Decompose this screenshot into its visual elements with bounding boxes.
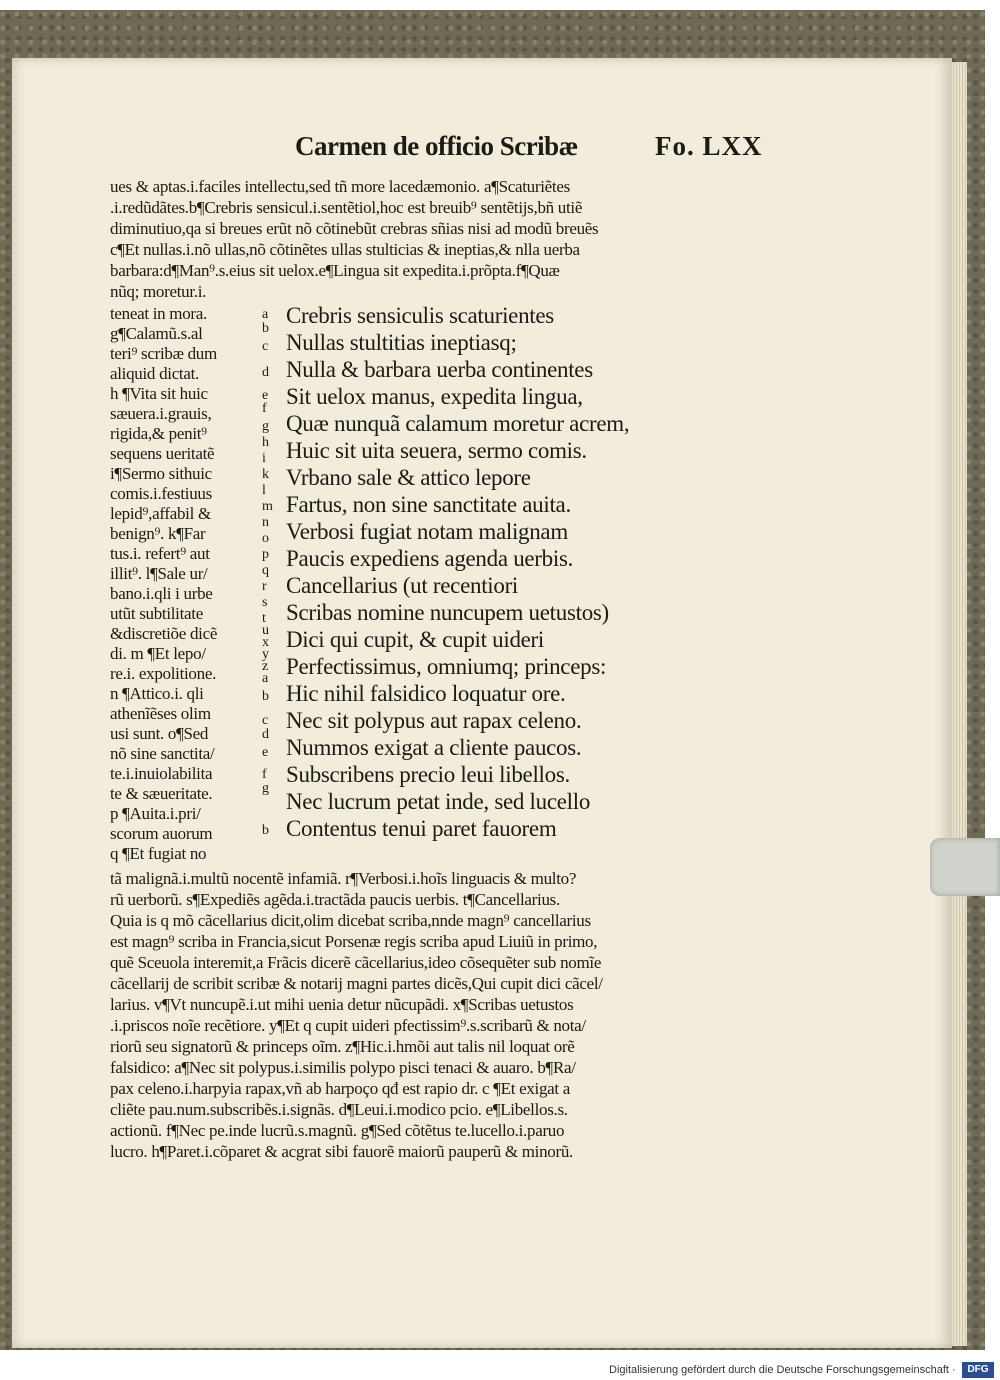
side-line: g¶Calamũ.s.al <box>110 324 203 343</box>
commentary-line: falsidico: a¶Nec sit polypus.i.similis polypo pisci tenaci & auaro. b¶Ra/ <box>110 1058 576 1077</box>
gloss-letter: l <box>262 483 266 498</box>
gloss-letter: u <box>262 623 269 638</box>
side-line: teneat in mora. <box>110 304 207 323</box>
verse-line: Perfectissimus, omniumq; princeps: <box>286 654 607 679</box>
gloss-letter: x <box>262 635 269 650</box>
verse-line: Subscribens precio leui libellos. <box>286 762 570 787</box>
verse-line: Quæ nunquã calamum moretur acrem, <box>286 411 630 436</box>
verse-line: Fartus, non sine sanctitate auita. <box>286 492 571 517</box>
side-line: sequens ueritatẽ <box>110 444 215 463</box>
side-line: illit⁹. l¶Sale ur/ <box>110 564 208 583</box>
gloss-letter: e <box>262 388 269 403</box>
verse-line: Paucis expediens agenda uerbis. <box>286 546 574 571</box>
gloss-letter: r <box>262 579 267 594</box>
gloss-letter: y <box>262 647 269 662</box>
verse-line: Sit uelox manus, expedita lingua, <box>286 384 583 409</box>
gloss-letter: z <box>262 659 269 674</box>
commentary-line: diminutiuo,qa si breues erũt nõ cõtinebũt crebras sñias nisi ad modũ breuẽs <box>110 219 599 238</box>
gloss-letter: g <box>262 781 269 796</box>
commentary-line: Quia is q mõ cãcellarius dicit,olim dicebat scriba,nnde magn⁹ cancellarius <box>110 911 591 930</box>
side-line: re.i. expolitione. <box>110 664 217 683</box>
side-line: n ¶Attico.i. qli <box>110 684 204 703</box>
verse-line: Crebris sensiculis scaturientes <box>286 303 554 328</box>
commentary-line: rũ uerborũ. s¶Expediẽs agẽda.i.tractãda paucis uerbis. t¶Cancellarius. <box>110 890 560 909</box>
gloss-letter: f <box>262 401 267 416</box>
side-line: te.i.inuiolabilita <box>110 764 213 783</box>
gloss-letter: h <box>262 435 269 450</box>
page-header <box>0 131 1000 171</box>
side-line: p ¶Auita.i.pri/ <box>110 804 201 823</box>
gloss-letter: t <box>262 611 266 626</box>
gloss-letter: n <box>262 515 269 530</box>
verse-line: Nullas stultitias ineptiasq; <box>286 330 517 355</box>
verse-line: Nulla & barbara uerba continentes <box>286 357 593 382</box>
gloss-letter: d <box>262 727 269 742</box>
commentary-line: c¶Et nullas.i.nõ ullas,nõ cõtinẽtes ullas stulticias & ineptias,& nlla uerba <box>110 240 580 259</box>
side-line: te & sæueritate. <box>110 784 213 803</box>
dfg-logo-icon: DFG <box>962 1362 994 1378</box>
digitization-credit: Digitalisierung gefördert durch die Deutsche Forschungsgemeinschaft · <box>609 1364 956 1376</box>
gloss-letter: p <box>262 547 269 562</box>
side-line: i¶Sermo sithuic <box>110 464 212 483</box>
verse-line: Nummos exigat a cliente paucos. <box>286 735 582 760</box>
gloss-letter: f <box>262 767 267 782</box>
gloss-letter: e <box>262 745 269 760</box>
commentary-line: cliẽte pau.num.subscribẽs.i.signãs. d¶Leui.i.modico pcio. e¶Libellos.s. <box>110 1100 568 1119</box>
side-line: bano.i.qli i urbe <box>110 584 213 603</box>
commentary-line: tã malignã.i.multũ nocentẽ infamiã. r¶Verbosi.i.hoĩs linguacis & multo? <box>110 869 577 888</box>
verse-line: Cancellarius (ut recentiori <box>286 573 519 598</box>
verse-line: Vrbano sale & attico lepore <box>286 465 531 490</box>
side-line: nõ sine sanctita/ <box>110 744 215 763</box>
folio-number: Fo. LXX <box>655 131 763 161</box>
gloss-letter: c <box>262 713 269 728</box>
commentary-line: riorũ seu signatorũ & princeps oĩm. z¶Hic.i.hmõi aut talis nil loquat orẽ <box>110 1037 575 1056</box>
side-line: usi sunt. o¶Sed <box>110 724 209 743</box>
commentary-line: ues & aptas.i.faciles intellectu,sed tñ more lacedæmonio. a¶Scaturiẽtes <box>110 177 570 196</box>
commentary-line: pax celeno.i.harpyia rapax,vñ ab harpoço qđ est rapio dr. c ¶Et exigat a <box>110 1079 571 1098</box>
side-line: sæuera.i.grauis, <box>110 404 212 423</box>
gloss-letter: i <box>262 451 266 466</box>
side-line: tus.i. refert⁹ aut <box>110 544 210 563</box>
gloss-letter: b <box>262 823 269 838</box>
side-line: q ¶Et fugiat no <box>110 844 207 863</box>
gloss-letter: q <box>262 563 269 578</box>
verse-line: Scribas nomine nuncupem uetustos) <box>286 600 609 625</box>
gloss-letter: b <box>262 321 269 336</box>
commentary-line: lucro. h¶Paret.i.cõparet & acgrat sibi fauorẽ maiorũ pauperũ & minorũ. <box>110 1142 574 1161</box>
commentary-line: quẽ Sceuola interemit,a Frãcis dicerẽ cãcellarius,ideo cõsequẽter sub nomĩe <box>110 953 602 972</box>
commentary-line: larius. v¶Vt nuncupẽ.i.ut mihi uenia detur nũcupãdi. x¶Scribas uetustos <box>110 995 574 1014</box>
verse-line: Contentus tenui paret fauorem <box>286 816 557 841</box>
side-line: benign⁹. k¶Far <box>110 524 206 543</box>
gloss-letter: a <box>262 671 269 686</box>
side-line: lepid⁹,affabil & <box>110 504 211 523</box>
side-line: h ¶Vita sit huic <box>110 384 208 403</box>
side-line: di. m ¶Et lepo/ <box>110 644 206 663</box>
gloss-letter: c <box>262 339 269 354</box>
commentary-line: nũq; moretur.i. <box>110 282 207 301</box>
gloss-letter: d <box>262 365 269 380</box>
side-line: scorum auorum <box>110 824 213 843</box>
commentary-line: .i.priscos noĩe recẽtiore. y¶Et q cupit uideri pfectissim⁹.s.scribarũ & nota/ <box>110 1016 586 1035</box>
gloss-letter: s <box>262 595 268 610</box>
verse-line: Hic nihil falsidico loquatur ore. <box>286 681 566 706</box>
commentary-line: est magn⁹ scriba in Francia,sicut Porsenæ regis scriba apud Liuiũ in primo, <box>110 932 598 951</box>
commentary-line: cãcellarij de scribit scribæ & notarij magni partes dicẽs,Qui cupit dici cãcel/ <box>110 974 603 993</box>
gloss-letter: m <box>262 499 273 514</box>
book-clasp <box>930 838 1000 896</box>
side-line: athenĩẽses olim <box>110 704 211 723</box>
commentary-line: .i.redũdãtes.b¶Crebris sensicul.i.sentẽtiol,hoc est breuib⁹ sentẽtijs,bñ utiẽ <box>110 198 583 217</box>
verse-line: Verbosi fugiat notam malignam <box>286 519 568 544</box>
commentary-line: actionũ. f¶Nec pe.inde lucrũ.s.magnũ. g¶Sed cõtẽtus te.lucello.i.paruo <box>110 1121 565 1140</box>
side-line: teri⁹ scribæ dum <box>110 344 217 363</box>
gloss-letter: o <box>262 531 269 546</box>
gloss-letter: g <box>262 419 269 434</box>
side-line: aliquid dictat. <box>110 364 199 383</box>
verse-line: Huic sit uita seuera, sermo comis. <box>286 438 587 463</box>
gloss-letter: a <box>262 307 269 322</box>
gloss-letter: k <box>262 467 269 482</box>
gloss-letter: b <box>262 689 269 704</box>
side-line: utũt subtilitate <box>110 604 203 623</box>
side-line: comis.i.festiuus <box>110 484 212 503</box>
commentary-line: barbara:d¶Man⁹.s.eius sit uelox.e¶Lingua sit expedita.i.prõpta.f¶Quæ <box>110 261 560 280</box>
side-line: &discretiõe dicẽ <box>110 624 218 643</box>
verse-line: Nec lucrum petat inde, sed lucello <box>286 789 591 814</box>
verse-line: Dici qui cupit, & cupit uideri <box>286 627 545 652</box>
running-title: Carmen de officio Scribæ <box>295 131 578 161</box>
side-line: rigida,& penit⁹ <box>110 424 207 443</box>
verse-line: Nec sit polypus aut rapax celeno. <box>286 708 582 733</box>
